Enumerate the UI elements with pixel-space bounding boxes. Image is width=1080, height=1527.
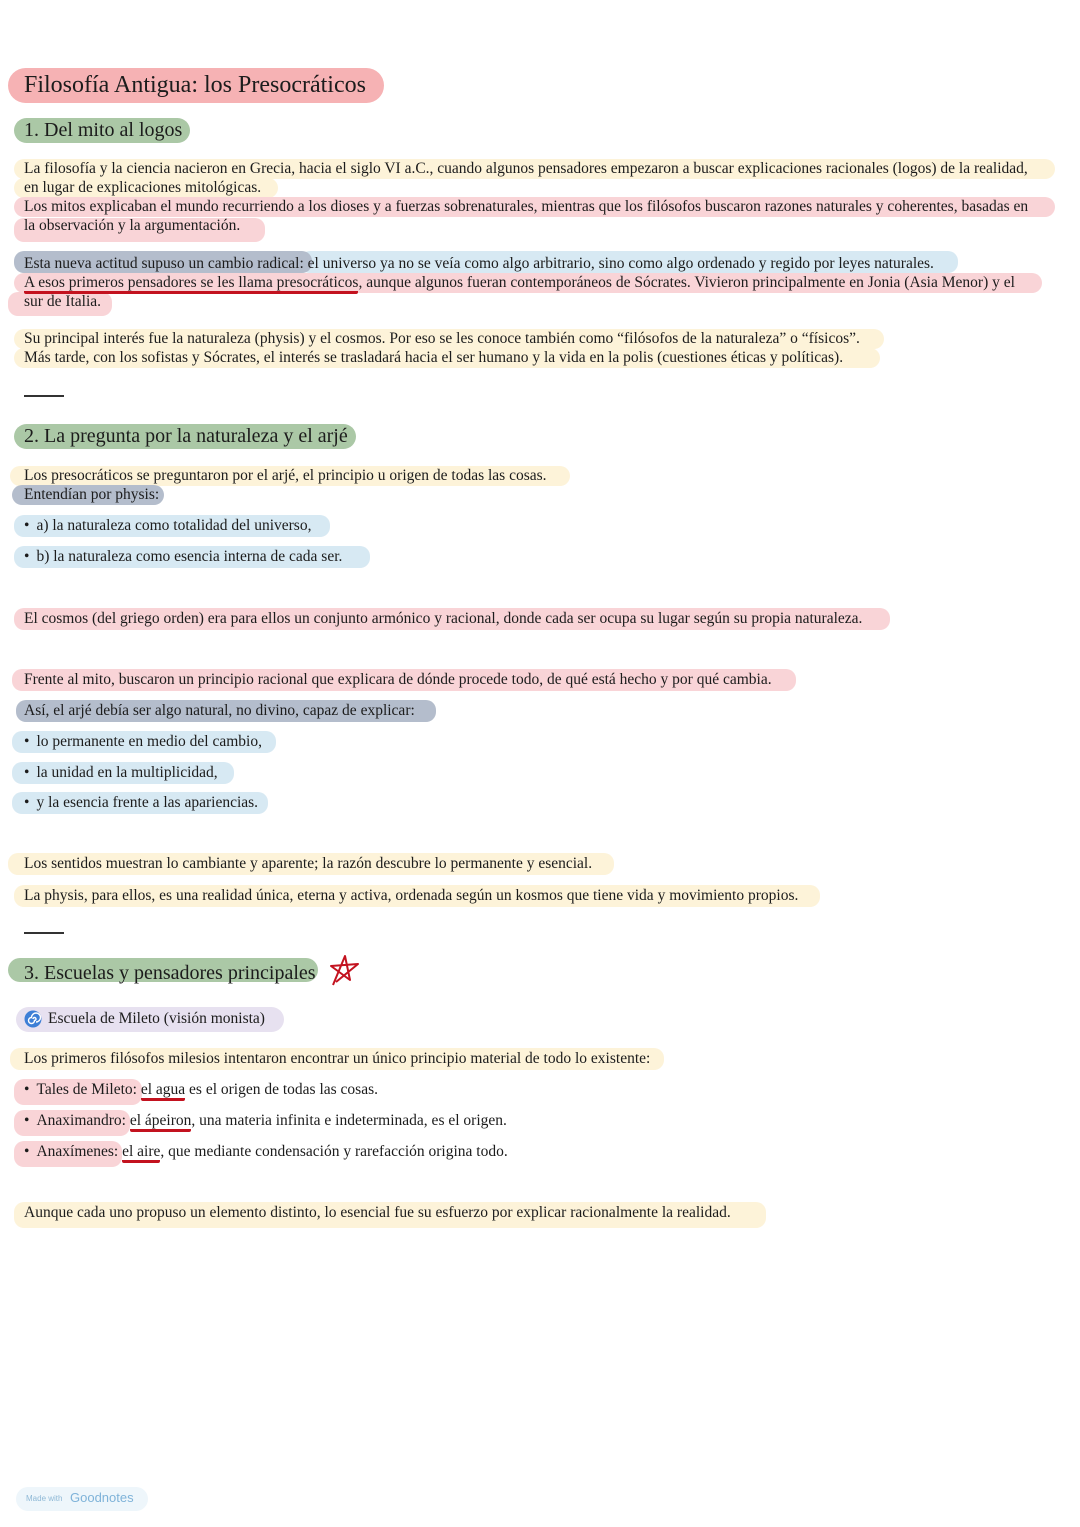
section-2-heading: 2. La pregunta por la naturaleza y el arjé <box>24 425 348 447</box>
text-rest: , aunque algunos fueran contemporáneos de Sócrates. Vivieron principalmente en Jonia (Asia Menor) y el <box>358 274 1015 291</box>
divider <box>24 932 64 934</box>
text-line: La filosofía y la ciencia nacieron en Grecia, hacia el siglo VI a.C., cuando algunos pensadores empezaron a buscar explicaciones racionales (logos) de la realidad, <box>24 160 1028 177</box>
section-1-heading: 1. Del mito al logos <box>24 119 183 141</box>
text-line <box>24 254 934 274</box>
underlined-text: A esos primeros pensadores se les llama presocráticos <box>24 274 358 294</box>
text-line: Los primeros filósofos milesios intentaron encontrar un único principio material de todo lo existente: <box>24 1050 651 1067</box>
school-heading: Escuela de Mileto (visión monista) <box>48 1010 265 1027</box>
page-title: Filosofía Antigua: los Presocráticos <box>24 72 366 98</box>
thinker-item <box>24 1080 378 1100</box>
arche-key: el agua <box>141 1081 185 1101</box>
bullet-item: • la unidad en la multiplicidad, <box>24 763 218 783</box>
text-line: Los mitos explicaban el mundo recurriendo a los dioses y a fuerzas sobrenaturales, mientras que los filósofos buscaron razones naturales y coherentes, basadas en <box>24 198 1029 215</box>
thinker-name: Anaxímenes: <box>36 1143 119 1160</box>
thinker-desc: , una materia infinita e indeterminada, es el origen. <box>191 1112 507 1129</box>
thinker-desc: , que mediante condensación y rarefacción origina todo. <box>160 1143 508 1160</box>
text-line: la observación y la argumentación. <box>24 217 241 234</box>
text-line: Más tarde, con los sofistas y Sócrates, el interés se trasladará hacia el ser humano y la vida en la polis (cuestiones éticas y políticas). <box>24 349 844 366</box>
made-with-label: Made with <box>26 1494 63 1503</box>
text-rest: el universo ya no se veía como algo arbitrario, sino como algo ordenado y regido por leyes naturales. <box>303 255 934 272</box>
text-line: Los presocráticos se preguntaron por el arjé, el principio u origen de todas las cosas. <box>24 467 547 484</box>
thinker-name: Tales de Mileto: <box>36 1081 137 1098</box>
goodnotes-logo: Goodnotes <box>70 1490 134 1505</box>
thinker-name: Anaximandro: <box>36 1112 126 1129</box>
text-line: El cosmos (del griego orden) era para ellos un conjunto armónico y racional, donde cada ser ocupa su lugar según su propia naturaleza. <box>24 610 863 627</box>
text-line: sur de Italia. <box>24 293 102 310</box>
text-line: en lugar de explicaciones mitológicas. <box>24 179 262 196</box>
text-line: Así, el arjé debía ser algo natural, no divino, capaz de explicar: <box>24 702 415 719</box>
bullet-item: • a) la naturaleza como totalidad del universo, <box>24 516 311 536</box>
arche-key: el aire <box>122 1143 160 1163</box>
goodnotes-badge[interactable] <box>16 1487 148 1511</box>
section-3-heading: 3. Escuelas y pensadores principales <box>24 962 316 984</box>
bullet-item: • y la esencia frente a las apariencias. <box>24 793 258 813</box>
bullet-item: • lo permanente en medio del cambio, <box>24 732 262 752</box>
thinker-desc: es el origen de todas las cosas. <box>185 1081 378 1098</box>
spiral-icon <box>24 1010 42 1028</box>
text-line: Aunque cada uno propuso un elemento distinto, lo esencial fue su esfuerzo por explicar racionalmente la realidad. <box>24 1204 731 1221</box>
text-line: Frente al mito, buscaron un principio racional que explicara de dónde procede todo, de qué está hecho y por qué cambia. <box>24 671 772 688</box>
thinker-item <box>24 1111 507 1131</box>
bullet-item: • b) la naturaleza como esencia interna de cada ser. <box>24 547 342 567</box>
text-line: Los sentidos muestran lo cambiante y aparente; la razón descubre lo permanente y esencial. <box>24 855 593 872</box>
text-line: Su principal interés fue la naturaleza (physis) y el cosmos. Por eso se les conoce también como “filósofos de la naturaleza” o “físicos”. <box>24 330 860 347</box>
thinker-item <box>24 1142 508 1162</box>
text-line: Entendían por physis: <box>24 486 160 503</box>
text-lead: Esta nueva actitud supuso un cambio radical: <box>24 255 304 272</box>
arche-key: el ápeiron <box>130 1112 192 1132</box>
divider <box>24 395 64 397</box>
text-line: La physis, para ellos, es una realidad única, eterna y activa, ordenada según un kosmos que tiene vida y movimiento propios. <box>24 887 799 904</box>
star-doodle-icon <box>328 952 362 988</box>
text-line <box>24 273 1015 293</box>
